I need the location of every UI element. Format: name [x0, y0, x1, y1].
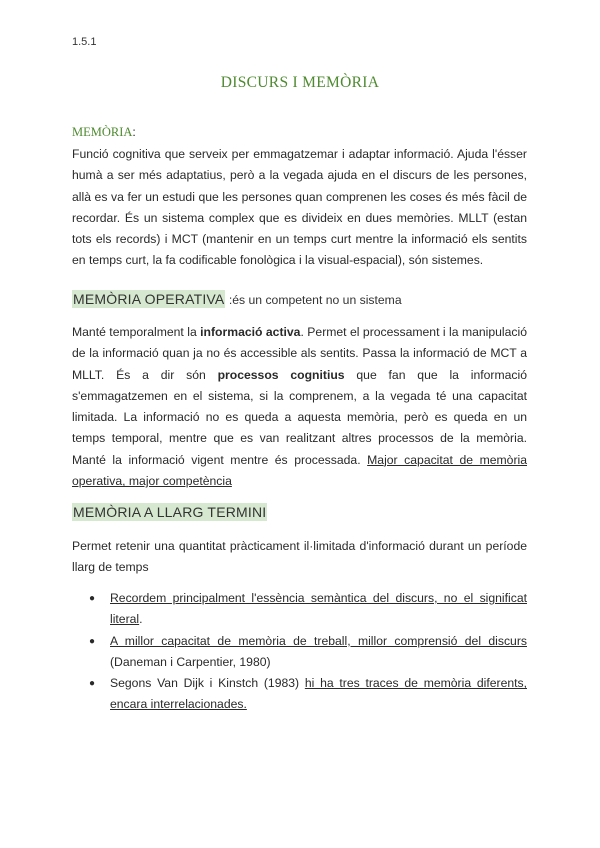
- operativa-text-c: . Permet el processament i la manipulació de la informació quan ja no és accessible als sentits. Passa la informació de MCT a MLLT. És a dir són: [72, 325, 527, 382]
- operativa-text-e: que fan que la informació s'emmagatzemen en el sistema, si la comprenem, a la vegada té una capacitat limitada. La informació no es queda a aquesta memòria, però es queda en un temps temporal, mentre que es van realitzant altres processos de la memòria. Manté la informació vigent mentre és processada.: [72, 367, 527, 467]
- bullet-icon: ●: [89, 678, 96, 690]
- operativa-underlined-conclusion: Major capacitat de memòria operativa, major competència: [72, 452, 528, 489]
- list-item: [72, 631, 527, 674]
- llarg-heading: [72, 504, 527, 520]
- bullet-icon: ●: [89, 593, 96, 604]
- bullet-underlined: hi ha tres traces de memòria diferents, encara interrelacionades.: [110, 676, 527, 712]
- operativa-heading-text: MEMÒRIA OPERATIVA: [73, 291, 225, 307]
- operativa-heading-note: :és un competent no un sistema: [225, 293, 402, 307]
- operativa-paragraph: [72, 322, 527, 492]
- operativa-bold-informacio: informació activa: [200, 325, 301, 339]
- llarg-heading-text: MEMÒRIA A LLARG TERMINI: [73, 504, 267, 520]
- memoria-paragraph: Funció cognitiva que serveix per emmagatzemar i adaptar informació. Ajuda l'ésser humà a ser més adaptatius, però a la vegada ajuda en el discurs de les persones, allà es va fer un estudi que les persones quan comprenen les coses és més fàcil de recordar. És un sistema complex que es divideix en dues memòries. MLLT (estan tots els records) i MCT (mantenir en un temps curt mentre la informació els sentits en temps curt, la fa codificable fonològica i la visual-espacial), són sistemes.: [72, 147, 527, 268]
- bullet-plain: Segons Van Dijk i Kinstch (1983): [110, 676, 305, 691]
- llarg-paragraph: Permet retenir una quantitat pràcticament il·limitada d'informació durant un període llarg de temps: [72, 539, 527, 575]
- page-number: 1.5.1: [72, 36, 97, 48]
- bullet-icon: ●: [89, 635, 96, 647]
- list-item: [72, 673, 527, 716]
- memoria-label: MEMÒRIA: [72, 125, 133, 139]
- bullet-rest: .: [139, 612, 143, 627]
- operativa-text-a: Manté temporalment la: [72, 325, 201, 339]
- bullet-rest: (Daneman i Carpentier, 1980): [110, 654, 271, 669]
- bullet-underlined: A millor capacitat de memòria de treball, millor comprensió del discurs: [110, 633, 527, 648]
- page-title: DISCURS I MEMÒRIA: [220, 74, 380, 91]
- memoria-heading: [72, 122, 527, 142]
- llarg-bullet-list: [72, 588, 527, 716]
- operativa-heading: [72, 291, 527, 307]
- memoria-colon: :: [132, 125, 136, 139]
- list-item: [72, 588, 527, 631]
- operativa-bold-processos: processos cognitius: [217, 367, 345, 382]
- bullet-underlined: Recordem principalment l'essència semàntica del discurs, no el significat literal: [110, 591, 527, 627]
